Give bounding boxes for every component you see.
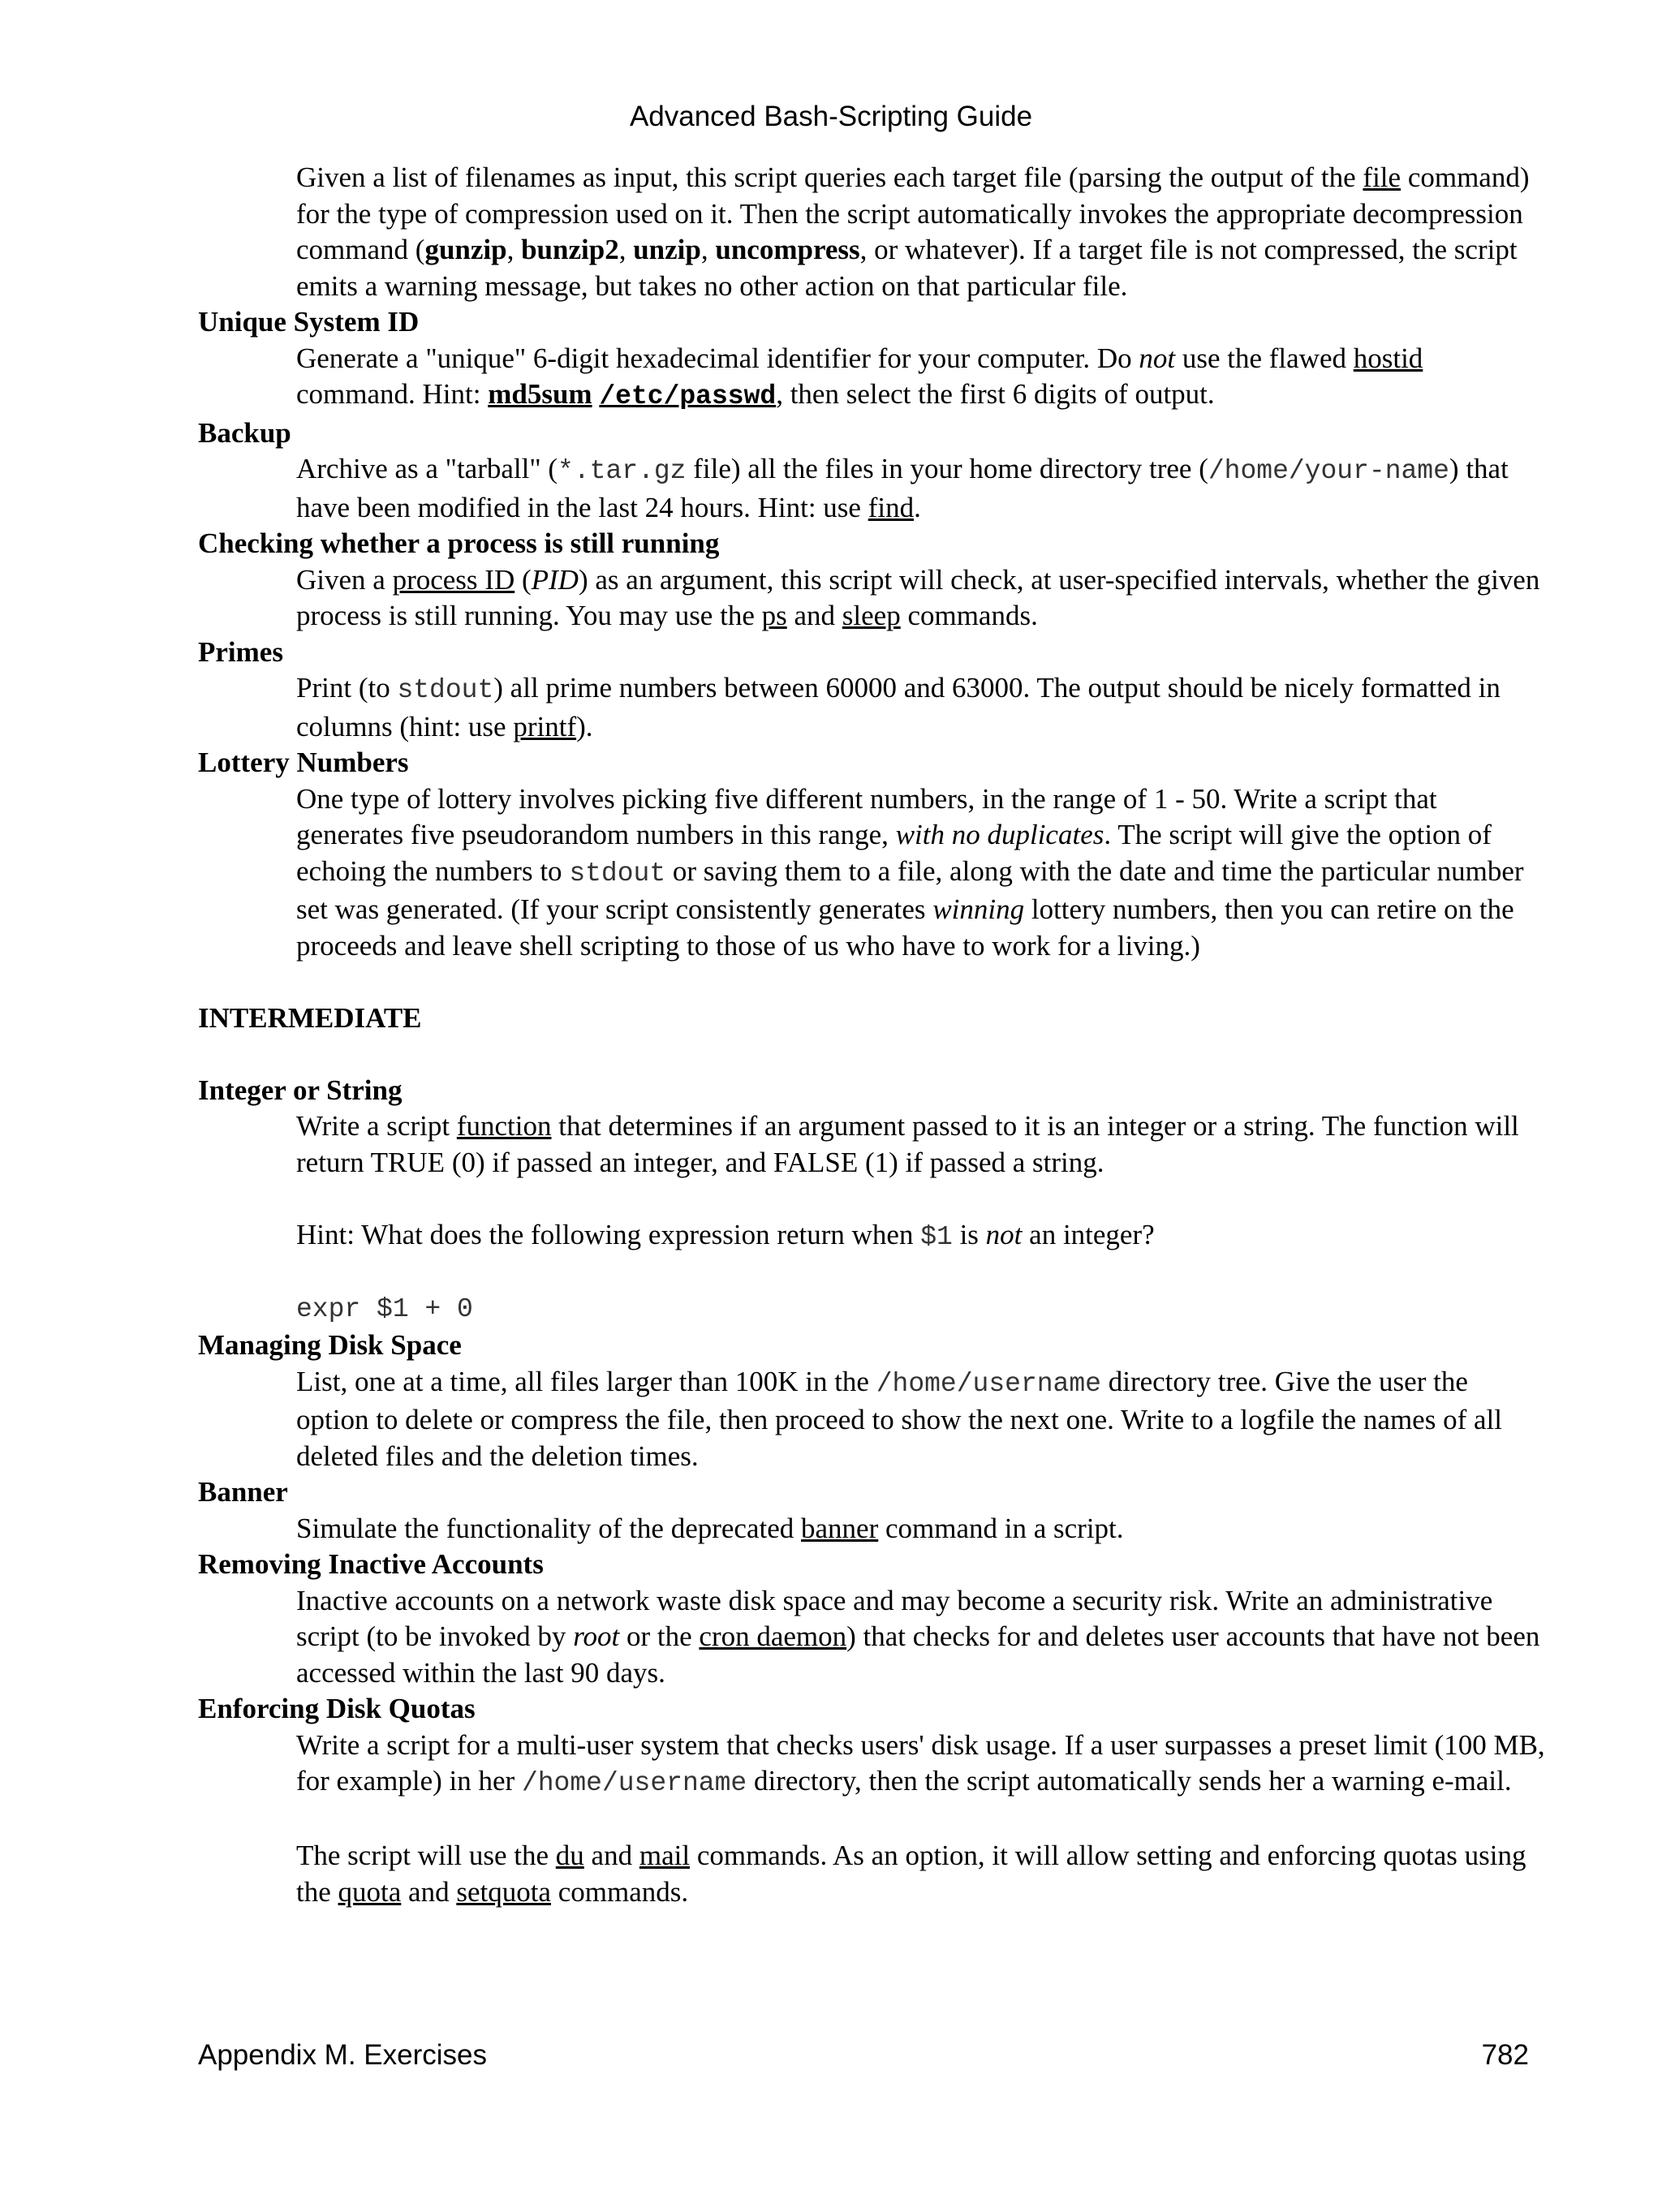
code-expr: expr $1 + 0 — [296, 1293, 473, 1324]
link-file[interactable]: file — [1363, 161, 1402, 193]
link-etc-passwd[interactable]: /etc/passwd — [599, 381, 777, 411]
exercise-inactive-accounts-description: Inactive accounts on a network waste disk space and may become a security risk. Write an administrative script (to be invoked by root or the cron daemon) that checks for and deletes user accounts that have not been accessed within the last 90 days. — [296, 1584, 1540, 1689]
exercise-process-check-description: Given a process ID (PID) as an argument, this script will check, at user-specified intervals, whether the given process is still running. You may use the ps and sleep commands. — [296, 563, 1540, 631]
link-printf[interactable]: printf — [513, 710, 577, 742]
link-hostid[interactable]: hostid — [1353, 342, 1423, 374]
link-md5sum[interactable]: md5sum — [488, 378, 592, 410]
running-header: Advanced Bash-Scripting Guide — [629, 101, 1033, 132]
link-function[interactable]: function — [456, 1110, 552, 1142]
section-heading-intermediate: INTERMEDIATE — [198, 1001, 422, 1034]
link-process-id[interactable]: process ID — [392, 563, 515, 596]
exercise-integer-or-string-description: Write a script function that determines if an argument passed to it is an integer or a string. The function will return TRUE (0) if passed an integer, and FALSE (1) if passed a string. Hint: What does the following expression return when $1 is not an integer? expr $1 + 0 — [296, 1108, 1545, 1328]
exercise-backup-description: Archive as a "tarball" (*.tar.gz file) all the files in your home directory tree (/home/your-name) that have been modified in the last 24 hours. Hint: use find. — [296, 453, 1509, 523]
exercise-title-lottery: Lottery Numbers — [198, 747, 409, 778]
link-du[interactable]: du — [555, 1840, 584, 1871]
exercise-title-inactive-accounts: Removing Inactive Accounts — [198, 1548, 544, 1580]
link-setquota[interactable]: setquota — [456, 1875, 551, 1908]
exercise-title-unique-system-id: Unique System ID — [198, 306, 420, 338]
link-quota[interactable]: quota — [338, 1875, 402, 1908]
exercise-disk-quotas-description: Write a script for a multi-user system that checks users' disk usage. If a user surpasses a preset limit (100 MB, for example) in her /home/username directory, then the script automatically sends her a warning e-mail. The script will use the du and mail commands. As an option, it will allow setting and enforcing quotas using the quota and setquota commands. — [296, 1728, 1545, 1908]
exercise-title-disk-space: Managing Disk Space — [198, 1329, 462, 1361]
footer-chapter: Appendix M. Exercises — [198, 2039, 487, 2071]
exercise-title-primes: Primes — [198, 635, 283, 668]
footer-page-number: 782 — [1481, 2039, 1529, 2071]
exercise-primes-description: Print (to stdout) all prime numbers between 60000 and 63000. The output should be nicely formatted in columns (hint: use printf). — [296, 672, 1501, 742]
exercise-title-integer-or-string: Integer or String — [198, 1074, 403, 1106]
exercise-title-disk-quotas: Enforcing Disk Quotas — [198, 1693, 476, 1724]
exercise-banner-description: Simulate the functionality of the deprecated banner command in a script. — [296, 1512, 1124, 1544]
link-sleep[interactable]: sleep — [842, 600, 901, 631]
link-cron-daemon[interactable]: cron daemon — [699, 1620, 847, 1652]
link-find[interactable]: find — [868, 491, 915, 523]
exercise-list — [198, 160, 1545, 1910]
exercise-title-process-check: Checking whether a process is still running — [198, 527, 720, 559]
exercise-unique-system-id-description: Generate a "unique" 6-digit hexadecimal identifier for your computer. Do not use the flawed hostid command. Hint: md5sum /etc/passwd, then select the first 6 digits of output. — [296, 342, 1423, 411]
exercise-lottery-description: One type of lottery involves picking five different numbers, in the range of 1 - 50. Write a script that generates five pseudorandom numbers in this range, with no duplicates. The script will give the option of echoing the numbers to stdout or saving them to a file, along with the date and time the particular number set was generated. (If your script consistently generates winning lottery numbers, then you can retire on the proceeds and leave shell scripting to those of us who have to work for a living.) — [296, 782, 1524, 962]
exercise-title-backup: Backup — [198, 416, 291, 449]
link-ps[interactable]: ps — [761, 600, 787, 631]
exercise-decompress-description: Given a list of filenames as input, this script queries each target file (parsing the output of the file command) for the type of compression used on it. Then the script automatically invokes the appropriate decompression command (gunzip, bunzip2, unzip, uncompress, or whatever). If a target file is not compressed, the script emits a warning message, but takes no other action on that particular file. — [296, 161, 1530, 302]
exercise-title-banner: Banner — [198, 1476, 288, 1508]
exercise-disk-space-description: List, one at a time, all files larger than 100K in the /home/username directory tree. Give the user the option to delete or compress the file, then proceed to show the next one. Write to a logfile the names of all deleted files and the deletion times. — [296, 1365, 1502, 1472]
link-banner[interactable]: banner — [801, 1512, 879, 1544]
link-mail[interactable]: mail — [639, 1840, 691, 1871]
